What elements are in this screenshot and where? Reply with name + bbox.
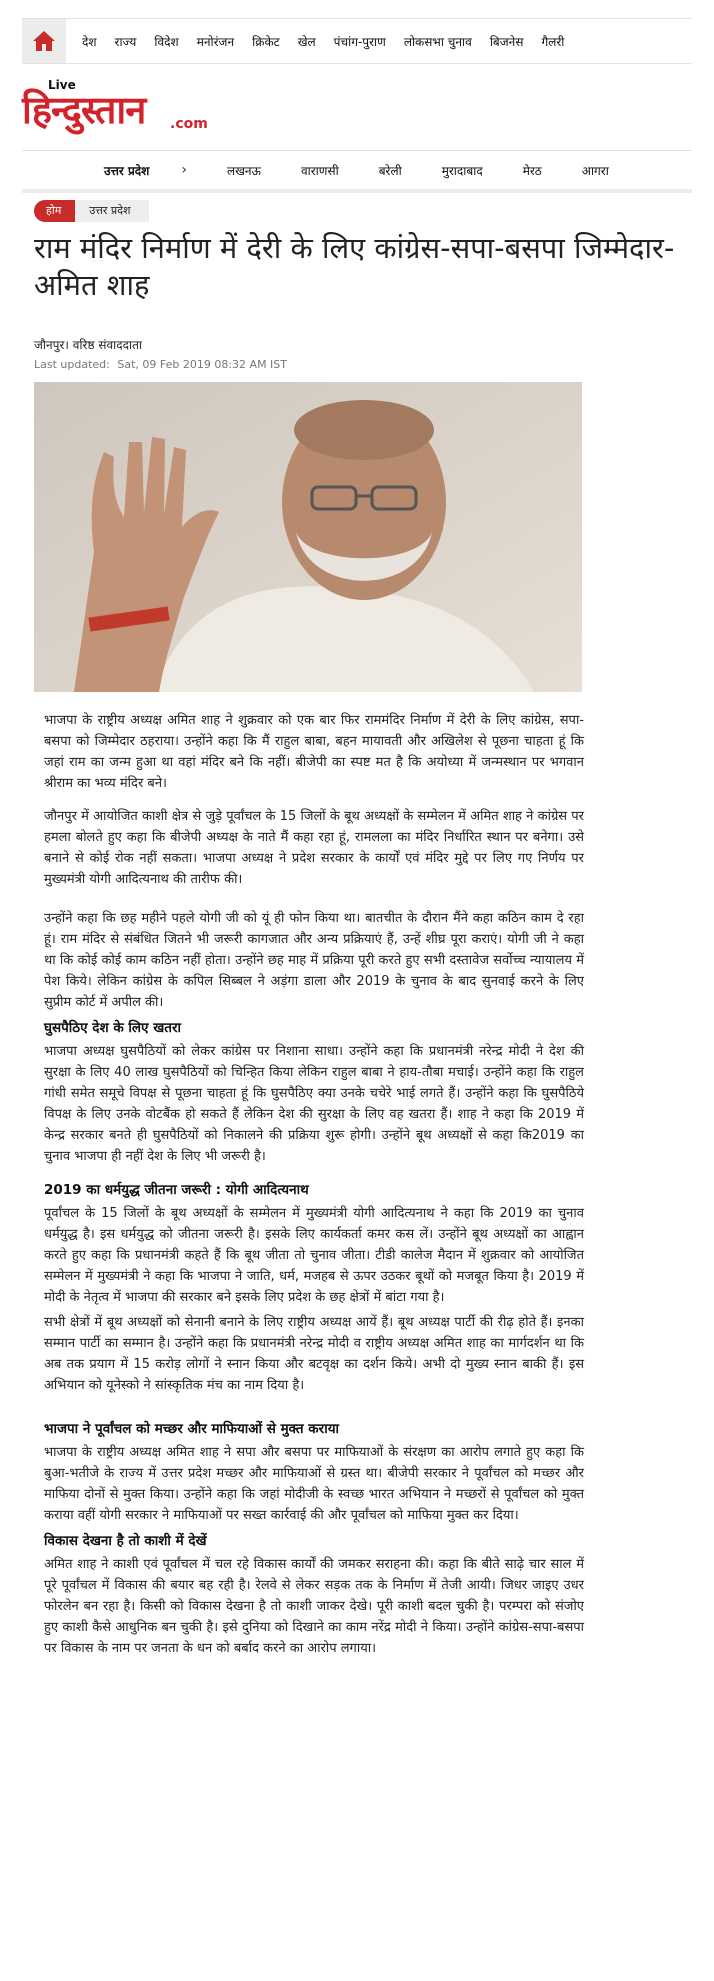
article-paragraph: पूर्वांचल के 15 जिलों के बूथ अध्यक्षों के सम्मेलन में मुख्यमंत्री योगी आदित्यनाथ ने कहा कि 2019 का चुनाव धर्मयुद्ध है। इस धर्मयुद्ध को जीतना जरूरी है। इसके लिए कार्यकर्ता कमर कस लें। उन्होंने बूथ अध्यक्षों का आह्वान करते हुए कहा कि प्रधानमंत्री कहते हैं कि बूथ जीता तो चुनाव जीता। टीडी कालेज मैदान में शुक्रवार को आयोजित सम्मेलन में मुख्यमंत्री ने कहा कि भाजपा ने जाति, धर्म, मजहब से ऊपर उठकर बूथों को मजबूत किया है। 2019 में मोदी के नेतृत्व में भाजपा की सरकार बने इसके लिए प्रदेश के छह क्षेत्रों में बांटा गया है। [44,1206,584,1305]
city-nav-state[interactable]: उत्तर प्रदेश [104,163,150,178]
article-paragraph: भाजपा अध्यक्ष घुसपैठियों को लेकर कांग्रेस पर निशाना साधा। उन्होंने कहा कि प्रधानमंत्री नरेन्द्र मोदी ने देश की सुरक्षा के लिए 40 लाख घुसपैठियों को चिन्हित किया लेकिन राहुल बाबा ने हाय-तौबा मचाई। उन्होंने कहा कि राहुल गांधी समेत समूचे विपक्ष से पूछना चाहता हूं कि घुसपैठिए क्या उनके चचेरे भाई लगते हैं। उन्होंने कहा कि घुसपैठिये विपक्ष के लिए उनके वोटबैंक हो सकते हैं लेकिन देश की सुरक्षा के लिए वह खतरा हैं। शाह ने कहा कि 2019 में केन्द्र सरकार बनते ही घुसपैठियों को निकालने की प्रक्रिया शुरू होगी। उन्होंने बूथ अध्यक्षों से कहा कि2019 का चुनाव भाजपा ही नहीं देश के लिए भी जरूरी है। [44,1044,584,1164]
nav-item-cricket[interactable]: क्रिकेट [252,34,280,49]
city-moradabad[interactable]: मुरादाबाद [441,163,483,178]
chevron-right-icon: › [181,162,187,178]
updated-value: Sat, 09 Feb 2019 08:32 AM IST [117,358,287,371]
site-logo[interactable] [22,78,232,138]
logo-live-text: Live [48,78,76,92]
section-heading: भाजपा ने पूर्वांचल को मच्छर और माफियाओं से मुक्त कराया [44,1421,340,1437]
article-paragraph: सभी क्षेत्रों में बूथ अध्यक्षों को सेनानी बनाने के लिए राष्ट्रीय अध्यक्ष आयें हैं। बूथ अध्यक्ष पार्टी की रीढ़ होते हैं। इनका सम्मान पार्टी का सम्मान है। उन्होंने कहा कि प्रधानमंत्री नरेन्द्र मोदी व राष्ट्रीय अध्यक्ष अमित शाह का मार्गदर्शन था कि अब तक प्रयाग में 15 करोड़ लोगों ने स्नान किया और बटवृक्ष का दर्शन किये। अभी दो मुख्य स्नान बाकी हैं। इस अभियान को यूनेस्को ने सांस्कृतिक मंच का नाम दिया है। [44,1315,584,1393]
nav-item-videsh[interactable]: विदेश [154,34,179,49]
nav-item-manoranjan[interactable]: मनोरंजन [196,34,235,49]
breadcrumb-section[interactable]: उत्तर प्रदेश [75,200,148,222]
city-lucknow[interactable]: लखनऊ [226,163,261,178]
breadcrumb [34,200,149,222]
nav-item-business[interactable]: बिजनेस [489,34,524,49]
article-paragraph: उन्होंने कहा कि छह महीने पहले योगी जी को यूं ही फोन किया था। बातचीत के दौरान मैंने कहा कठिन काम दे रहा हूं। राम मंदिर से संबंधित जितने भी जरूरी कागजात और अन्य प्रक्रियाएं हैं, उन्हें शीघ्र पूरा कराएं। योगी जी ने कहा था कि कोई कोई काम कठिन नहीं होता। उन्होंने छह माह में प्रक्रिया पूरी करते हुए सभी दस्तावेज सर्वोच्च न्यायालय में पेश किये। लेकिन कांग्रेस के कपिल सिब्बल ने अड़ंगा डाला और 2019 के चुनाव के बाद सुनवाई करने के लिए सुप्रीम कोर्ट में अपील की। [44,911,584,1010]
section-heading: घुसपैठिए देश के लिए खतरा [44,1020,181,1036]
nav-item-desh[interactable]: देश [82,34,97,49]
city-agra[interactable]: आगरा [581,163,609,178]
article-byline: जौनपुर। वरिष्ठ संवाददाता [34,338,143,352]
city-bareilly[interactable]: बरेली [378,163,402,178]
nav-item-panchang[interactable]: पंचांग-पुराण [333,34,386,49]
nav-item-gallery[interactable]: गैलरी [541,34,565,49]
article-photo [34,382,582,692]
section-heading: 2019 का धर्मयुद्ध जीतना जरूरी : योगी आदित्यनाथ [44,1182,309,1198]
home-button[interactable] [22,19,66,63]
nav-item-rajya[interactable]: राज्य [114,34,137,49]
article-updated [34,358,287,371]
city-meerut[interactable]: मेरठ [522,163,542,178]
article-paragraph: अमित शाह ने काशी एवं पूर्वांचल में चल रहे विकास कार्यों की जमकर सराहना की। कहा कि बीते साढ़े चार साल में पूरे पूर्वांचल में विकास की बयार बह रही है। रेलवे से लेकर सड़क तक के निर्माण में तेजी आयी। जिधर जाइए उधर फोरलेन बन रहा है। किसी को विकास देखना है तो काशी जाकर देखे। पूरी काशी बदल चुकी है। परम्परा को संजोए हुए काशी कैसे आधुनिक बन चुकी है। इसे दुनिया को दिखाने का काम नरेंद्र मोदी ने किया। उन्होंने कांग्रेस-सपा-बसपा पर विकास के नाम पर जनता के धन को बर्बाद करने का आरोप लगाया। [44,1557,584,1656]
nav-item-khel[interactable]: खेल [297,34,316,49]
article-body [44,710,584,1671]
article-paragraph: भाजपा के राष्ट्रीय अध्यक्ष अमित शाह ने सपा और बसपा पर माफियाओं के संरक्षण का आरोप लगाते हुए कहा कि बुआ-भतीजे के राज्य में उत्तर प्रदेश मच्छर और माफियाओं से ग्रस्त था। बीजेपी सरकार ने पूर्वांचल को मच्छर और माफिया दोनों से मुक्त किया। उन्होंने कहा कि जहां मोदीजी के स्वच्छ भारत अभियान ने मच्छरों से पूर्वांचल को मुक्त कराया वहीं योगी सरकार ने माफियाओं पर सख्त कार्रवाई की और पूर्वांचल को माफिया मुक्त कर दिया। [44,1445,584,1523]
article-headline: राम मंदिर निर्माण में देरी के लिए कांग्रेस-सपा-बसपा जिम्मेदार- अमित शाह [34,231,675,302]
logo-com-text: .com [170,116,208,132]
home-icon [32,30,56,52]
updated-label: Last updated: [34,358,110,371]
article-paragraph: जौनपुर में आयोजित काशी क्षेत्र से जुड़े पूर्वांचल के 15 जिलों के बूथ अध्यक्षों के सम्मेलन में अमित शाह ने कांग्रेस पर हमला बोलते हुए कहा कि बीजेपी अध्यक्ष के नाते मैं कहा रहा हूं, रामलला का मंदिर निर्धारित स्थान पर बनेगा। उसे बनाने से कोई रोक नहीं सकता। भाजपा अध्यक्ष ने प्रदेश सरकार के कार्यों एवं मंदिर मुद्दे पर लिए गए निर्णय पर मुख्यमंत्री योगी आदित्यनाथ की तारीफ की। [44,809,584,887]
breadcrumb-home[interactable]: होम [34,200,75,222]
city-nav [22,150,692,193]
article-paragraph: भाजपा के राष्ट्रीय अध्यक्ष अमित शाह ने शुक्रवार को एक बार फिर राममंदिर निर्माण में देरी के लिए कांग्रेस, सपा-बसपा को जिम्मेदार ठहराया। उन्होंने कहा कि मैं राहुल बाबा, बहन मायावती और अखिलेश से पूछना चाहता हूं कि जहां राम का जन्म हुआ था वहां मंदिर बने कि नहीं। बीजेपी का स्पष्ट मत है कि अयोध्या में जन्मस्थान पर भगवान श्रीराम का भव्य मंदिर बने। [44,713,584,791]
logo-main-text: हिन्दुस्तान [22,88,146,132]
nav-item-loksabha[interactable]: लोकसभा चुनाव [403,34,472,49]
section-heading: विकास देखना है तो काशी में देखें [44,1533,207,1549]
photo-illustration [34,382,582,692]
city-varanasi[interactable]: वाराणसी [300,163,339,178]
top-nav [22,18,692,64]
